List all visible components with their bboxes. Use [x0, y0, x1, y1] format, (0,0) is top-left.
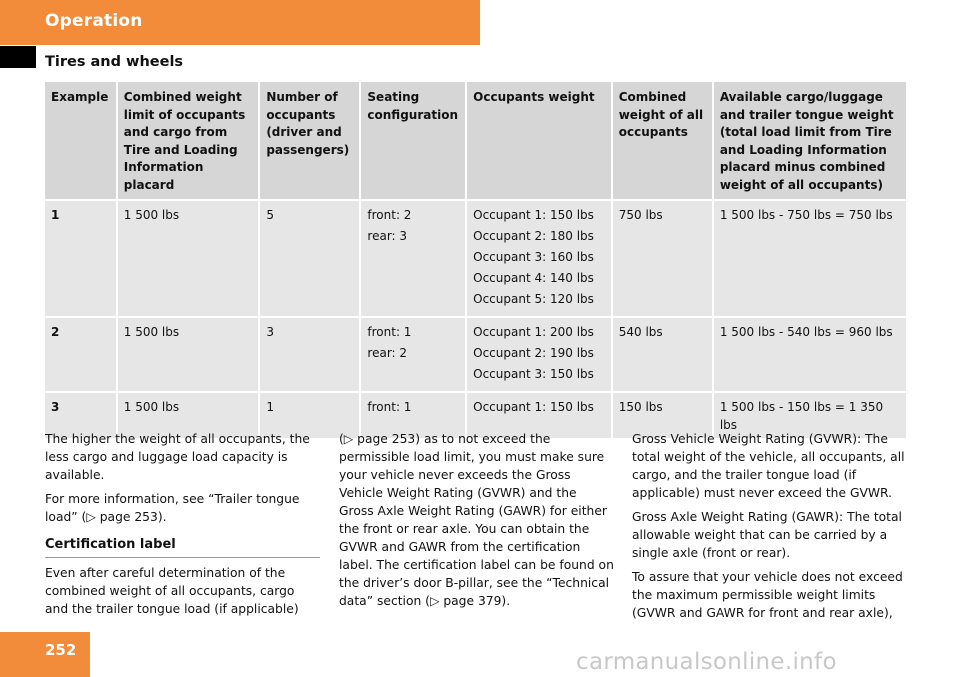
- table-row: [45, 316, 906, 391]
- occupant-weights: [465, 316, 611, 391]
- watermark: carmanualsonline.info: [576, 649, 837, 675]
- occupant-weight: Occupant 2: 180 lbs: [473, 228, 594, 243]
- seating-line: front: 2: [367, 207, 412, 222]
- combined-weight: 750 lbs: [611, 199, 712, 316]
- column-header: Combined weight limit of occupants and cargo from Tire and Loading Information placard: [116, 82, 259, 199]
- column-header: Available cargo/luggage and trailer tongue weight (total load limit from Tire and Loading Information placard minus combined weight of all occupants): [712, 82, 906, 199]
- occupant-count: 1: [258, 391, 359, 438]
- column-header: Number of occupants (driver and passengers): [258, 82, 359, 199]
- available-weight: 1 500 lbs - 750 lbs = 750 lbs: [712, 199, 906, 316]
- paragraph: To assure that your vehicle does not exceed the maximum permissible weight limits (GVWR and GAWR for front and rear axle),: [632, 570, 903, 620]
- column-header: Occupants weight: [465, 82, 611, 199]
- occupant-weight: Occupant 3: 160 lbs: [473, 249, 594, 264]
- seating-line: rear: 2: [367, 346, 408, 361]
- combined-weight: 150 lbs: [611, 391, 712, 438]
- occupant-weights: [465, 199, 611, 316]
- subsection-title: Tires and wheels: [45, 54, 184, 70]
- load-limit: 1 500 lbs: [116, 199, 259, 316]
- section-title: Operation: [45, 11, 143, 31]
- occupant-weight: Occupant 1: 150 lbs: [473, 400, 594, 415]
- available-weight: 1 500 lbs - 540 lbs = 960 lbs: [712, 316, 906, 391]
- column-header: Example: [45, 82, 116, 199]
- text-column-1: [45, 430, 320, 624]
- certification-label-heading: Certification label: [45, 536, 320, 558]
- text-column-3: [632, 430, 907, 628]
- occupant-weight: Occupant 3: 150 lbs: [473, 367, 594, 382]
- combined-weight: 540 lbs: [611, 316, 712, 391]
- text-column-2: [339, 430, 614, 616]
- table-row: [45, 199, 906, 316]
- paragraph: For more information, see “Trailer tongue load” (▷ page 253).: [45, 492, 300, 524]
- example-number: 1: [45, 199, 116, 316]
- column-header: Combined weight of all occupants: [611, 82, 712, 199]
- occupant-count: 3: [258, 316, 359, 391]
- page-number: 252: [45, 641, 77, 659]
- seating-config: [359, 316, 465, 391]
- section-tab-marker: [0, 46, 36, 68]
- seating-line: front: 1: [367, 400, 412, 415]
- occupant-weight: Occupant 1: 150 lbs: [473, 207, 594, 222]
- occupant-count: 5: [258, 199, 359, 316]
- seating-line: front: 1: [367, 325, 412, 340]
- paragraph: Even after careful determination of the combined weight of all occupants, cargo and the trailer tongue load (if applicable): [45, 566, 299, 616]
- load-limit: 1 500 lbs: [116, 391, 259, 438]
- example-number: 2: [45, 316, 116, 391]
- paragraph: The higher the weight of all occupants, the less cargo and luggage load capacity is available.: [45, 432, 310, 482]
- paragraph: Gross Axle Weight Rating (GAWR): The total allowable weight that can be carried by a single axle (front or rear).: [632, 510, 902, 560]
- seating-config: [359, 199, 465, 316]
- occupant-weight: Occupant 1: 200 lbs: [473, 325, 594, 340]
- column-header: Seating configuration: [359, 82, 465, 199]
- table-header-row: [45, 82, 906, 199]
- occupant-weight: Occupant 4: 140 lbs: [473, 270, 594, 285]
- seating-line: rear: 3: [367, 228, 408, 243]
- load-limit: 1 500 lbs: [116, 316, 259, 391]
- occupant-weight: Occupant 5: 120 lbs: [473, 291, 594, 306]
- occupant-weight: Occupant 2: 190 lbs: [473, 346, 594, 361]
- available-weight: 1 500 lbs - 150 lbs = 1 350 lbs: [712, 391, 906, 438]
- paragraph: (▷ page 253) as to not exceed the permissible load limit, you must make sure your vehicle never exceeds the Gross Vehicle Weight Rating (GVWR) and the Gross Axle Weight Rating (GAWR) for either the front or rear axle. You can obtain the GVWR and GAWR from the certification label. The certification label can be found on the driver’s door B-pillar, see the “Technical data” section (▷ page 379).: [339, 432, 614, 608]
- example-number: 3: [45, 391, 116, 438]
- load-examples-table: [45, 82, 906, 438]
- paragraph: Gross Vehicle Weight Rating (GVWR): The total weight of the vehicle, all occupants, all cargo, and the trailer tongue load (if applicable) must never exceed the GVWR.: [632, 432, 905, 500]
